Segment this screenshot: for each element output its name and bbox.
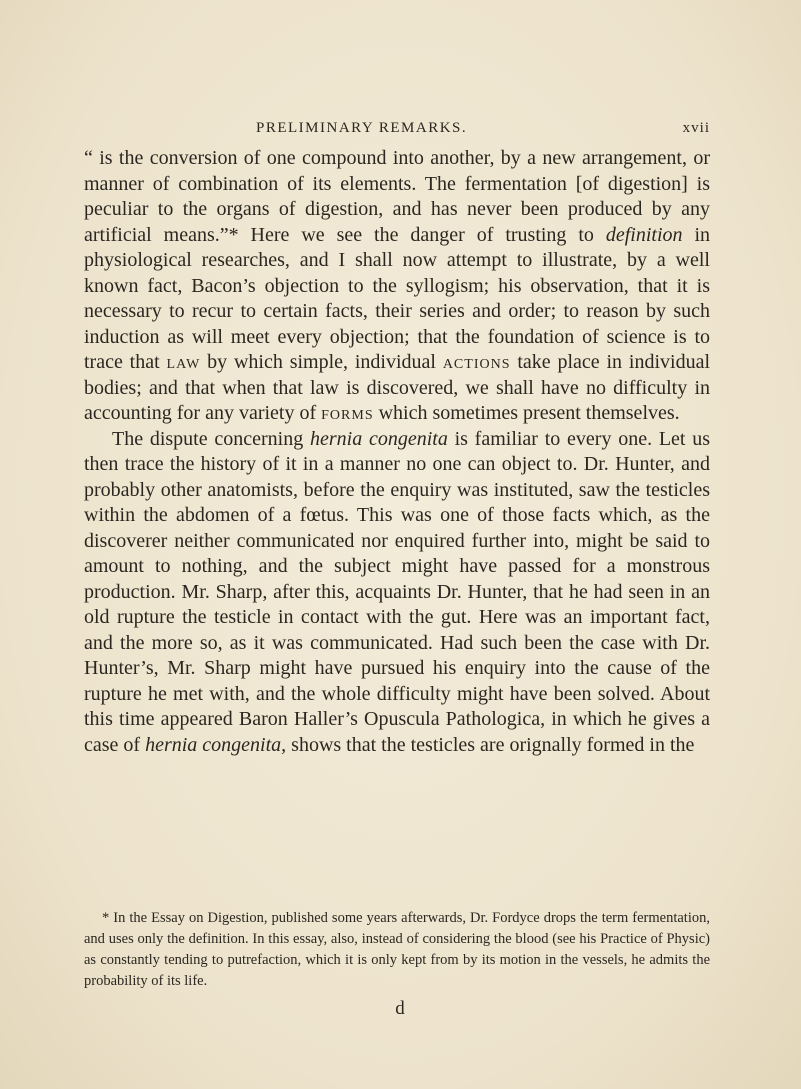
- italic-term: definition: [605, 223, 683, 246]
- page-number: xvii: [682, 120, 710, 136]
- small-caps-term: forms: [321, 402, 374, 424]
- italic-term: hernia congenita: [309, 427, 448, 450]
- paragraph-2: [84, 427, 710, 759]
- text-run: shows that the testicles are orignally formed in the: [286, 733, 695, 756]
- text-run: take place in individual bodies; and that when that law is discovered, we shall have no difficulty in accounting for any variety of: [84, 351, 711, 424]
- text-run: which sometimes present themselves.: [373, 402, 680, 424]
- small-caps-term: law: [166, 351, 201, 373]
- paragraph-1: [84, 146, 710, 427]
- text-run: The dispute concerning: [112, 427, 310, 450]
- page-header: [84, 120, 710, 144]
- text-run: “ is the conversion of one compound into another, by a new arrangement, or manner of combination of its elements. The fermentation [of digestion] is peculiar to the organs of digestion, and has never been produced by any artificial means.”* Here we see the danger of trusting to: [84, 147, 710, 246]
- footnote: * In the Essay on Digestion, published some years afterwards, Dr. Fordyce drops the term fermentation, and uses only the definition. In this essay, also, instead of considering the blood (see his Practice of Physic) as constantly tending to putrefaction, which it is only kept from by its motion in the vessels, he admits the probability of its life.: [84, 910, 710, 989]
- signature-mark: d: [395, 998, 406, 1019]
- text-run: is familiar to every one. Let us then trace the history of it in a manner no one can object to. Dr. Hunter, and probably other anatomists, before the enquiry was instituted, saw the testicles within the abdomen of a fœtus. This was one of those facts which, as the discoverer neither communicated nor enquired further into, might be said to amount to nothing, and the subject might have passed for a monstrous production. Mr. Sharp, after this, acquaints Dr. Hunter, that he had seen in an old rupture the testicle in contact with the gut. Here was an important fact, and the more so, as it was communicated. Had such been the case with Dr. Hunter’s, Mr. Sharp might have pursued his enquiry into the cause of the rupture he met with, and the whole difficulty might have been solved. About this time appeared Baron Haller’s Opuscula Pathologica, in which he gives a case of: [84, 427, 711, 756]
- small-caps-term: actions: [442, 351, 511, 373]
- text-run: by which simple, individual: [200, 351, 443, 373]
- italic-term: hernia congenita,: [145, 733, 287, 756]
- running-title: PRELIMINARY REMARKS.: [256, 120, 468, 136]
- text-run: in physiological researches, and I shall now attempt to illustrate, by a well known fact, Bacon’s objection to the syllogism; his observation, that it is necessary to recur to certain facts, their series and order; to reason by such induction as will meet every objection; that the foundation of science is to trace that: [84, 223, 710, 373]
- main-text: [84, 146, 710, 758]
